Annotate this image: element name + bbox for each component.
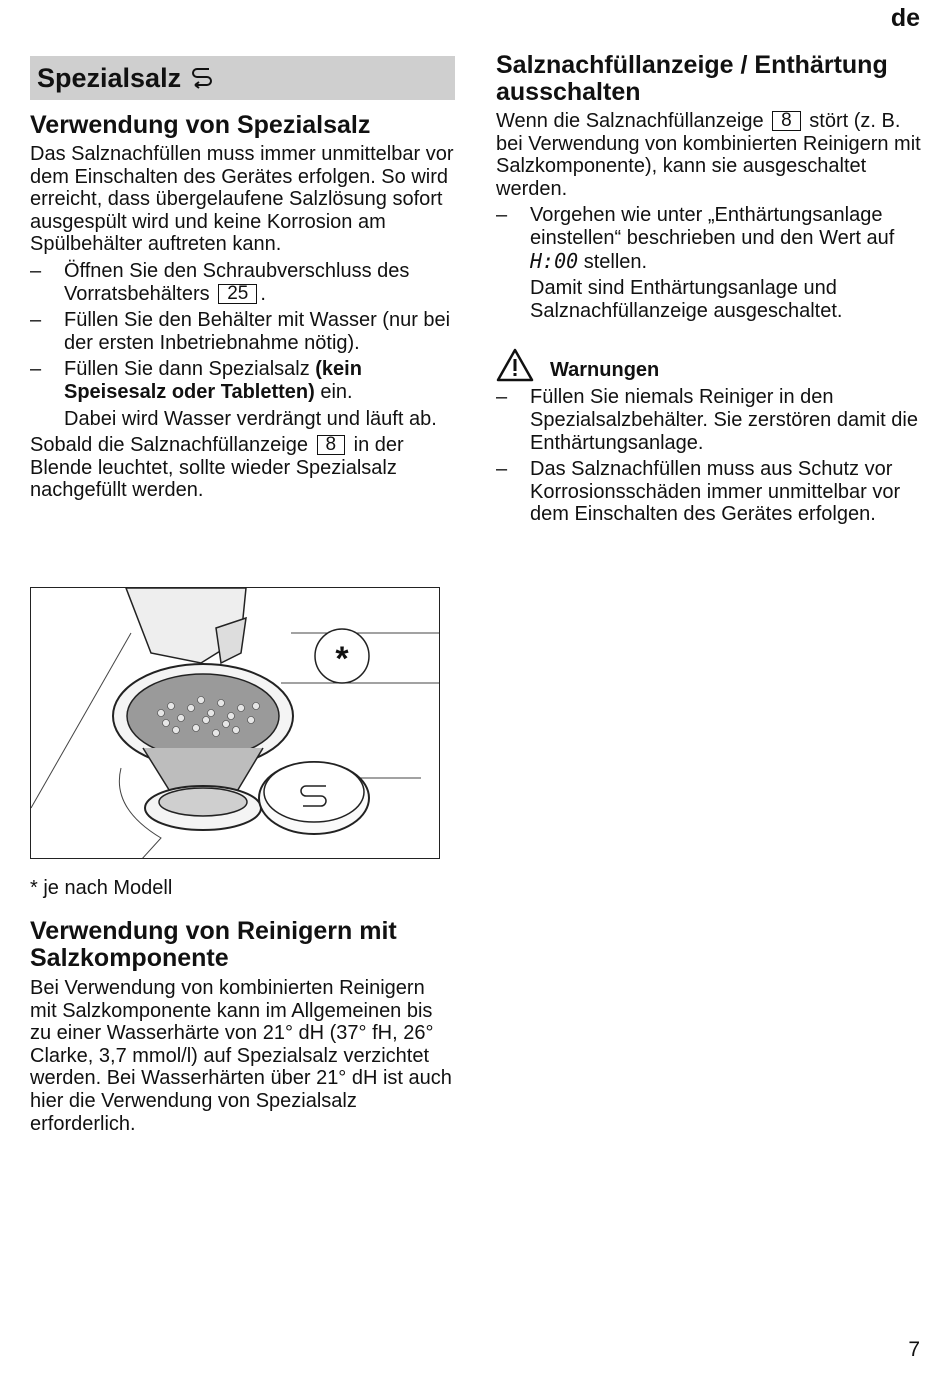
paragraph-indicator: Sobald die Salznachfüllanzeige 8 in der Blende leuchtet, sollte wieder Spezialsalz nachgefüllt werden. xyxy=(30,434,404,502)
reference-box: 8 xyxy=(772,111,801,131)
section-title-bar xyxy=(30,56,455,100)
list-note: Damit sind Enthärtungsanlage und Salznachfüllanzeige ausgeschaltet. xyxy=(530,277,843,322)
salt-refill-illustration xyxy=(30,587,440,859)
page-number: 7 xyxy=(908,1338,920,1361)
list-item: – Füllen Sie den Behälter mit Wasser (nur bei der ersten Inbetriebnahme nötig). xyxy=(30,309,455,354)
warnings-heading: Warnungen xyxy=(496,348,926,382)
paragraph-detergents: Bei Verwendung von kombinierten Reinigern mit Salzkomponente kann im Allgemeinen bis zu einer Wasserhärte von 21° dH (37° fH, 26° Clarke, 3,7 mmol/l) auf Spezialsalz verzichtet werden. Bei Wasserhärten über 21° dH ist auch hier die Verwendung von Spezialsalz erforderlich. xyxy=(30,977,452,1135)
language-code: de xyxy=(890,4,920,32)
list-item: – Vorgehen wie unter „Enthärtungsanlage einstellen“ beschrieben und den Wert auf H:00 stellen. xyxy=(496,204,926,273)
figure-caption: * je nach Modell xyxy=(30,877,173,899)
reference-box: 25 xyxy=(218,284,257,304)
list-item: – Füllen Sie dann Spezialsalz (kein Speisesalz oder Tabletten) ein. xyxy=(30,358,455,403)
list-item: – Öffnen Sie den Schraubverschluss des Vorratsbehälters 25 . xyxy=(30,260,455,305)
paragraph-switchoff: Wenn die Salznachfüllanzeige 8 stört (z. B. bei Verwendung von kombinierten Reinigern mit Salzkomponente), kann sie ausgeschaltet werden. xyxy=(496,110,921,200)
display-value: H:00 xyxy=(530,248,579,273)
paragraph-intro: Das Salznachfüllen muss immer unmittelbar vor dem Einschalten des Gerätes erfolgen. So wird erreicht, dass übergelaufene Salzlösung sofort ausgespült wird und keine Korrosion am Spülbehälter auftreten kann. xyxy=(30,143,454,256)
section-title: Spezialsalz xyxy=(37,62,182,93)
heading-switchoff: Salznachfüllanzeige / Enthärtung ausschalten xyxy=(496,51,888,106)
warning-item: – Das Salznachfüllen muss aus Schutz vor Korrosionsschäden immer unmittelbar vor dem Einschalten des Gerätes erfolgen. xyxy=(496,458,926,526)
warning-triangle-icon xyxy=(496,348,534,382)
heading-detergents: Verwendung von Reinigern mit Salzkomponente xyxy=(30,917,397,972)
list-note: Dabei wird Wasser verdrängt und läuft ab. xyxy=(64,407,437,430)
warning-item: – Füllen Sie niemals Reiniger in den Spezialsalzbehälter. Sie zerstören damit die Enthärtungsanlage. xyxy=(496,386,926,454)
heading-usage: Verwendung von Spezialsalz xyxy=(30,111,371,139)
reference-box: 8 xyxy=(317,435,346,455)
salt-icon xyxy=(189,65,215,91)
optional-marker: * xyxy=(335,640,349,678)
